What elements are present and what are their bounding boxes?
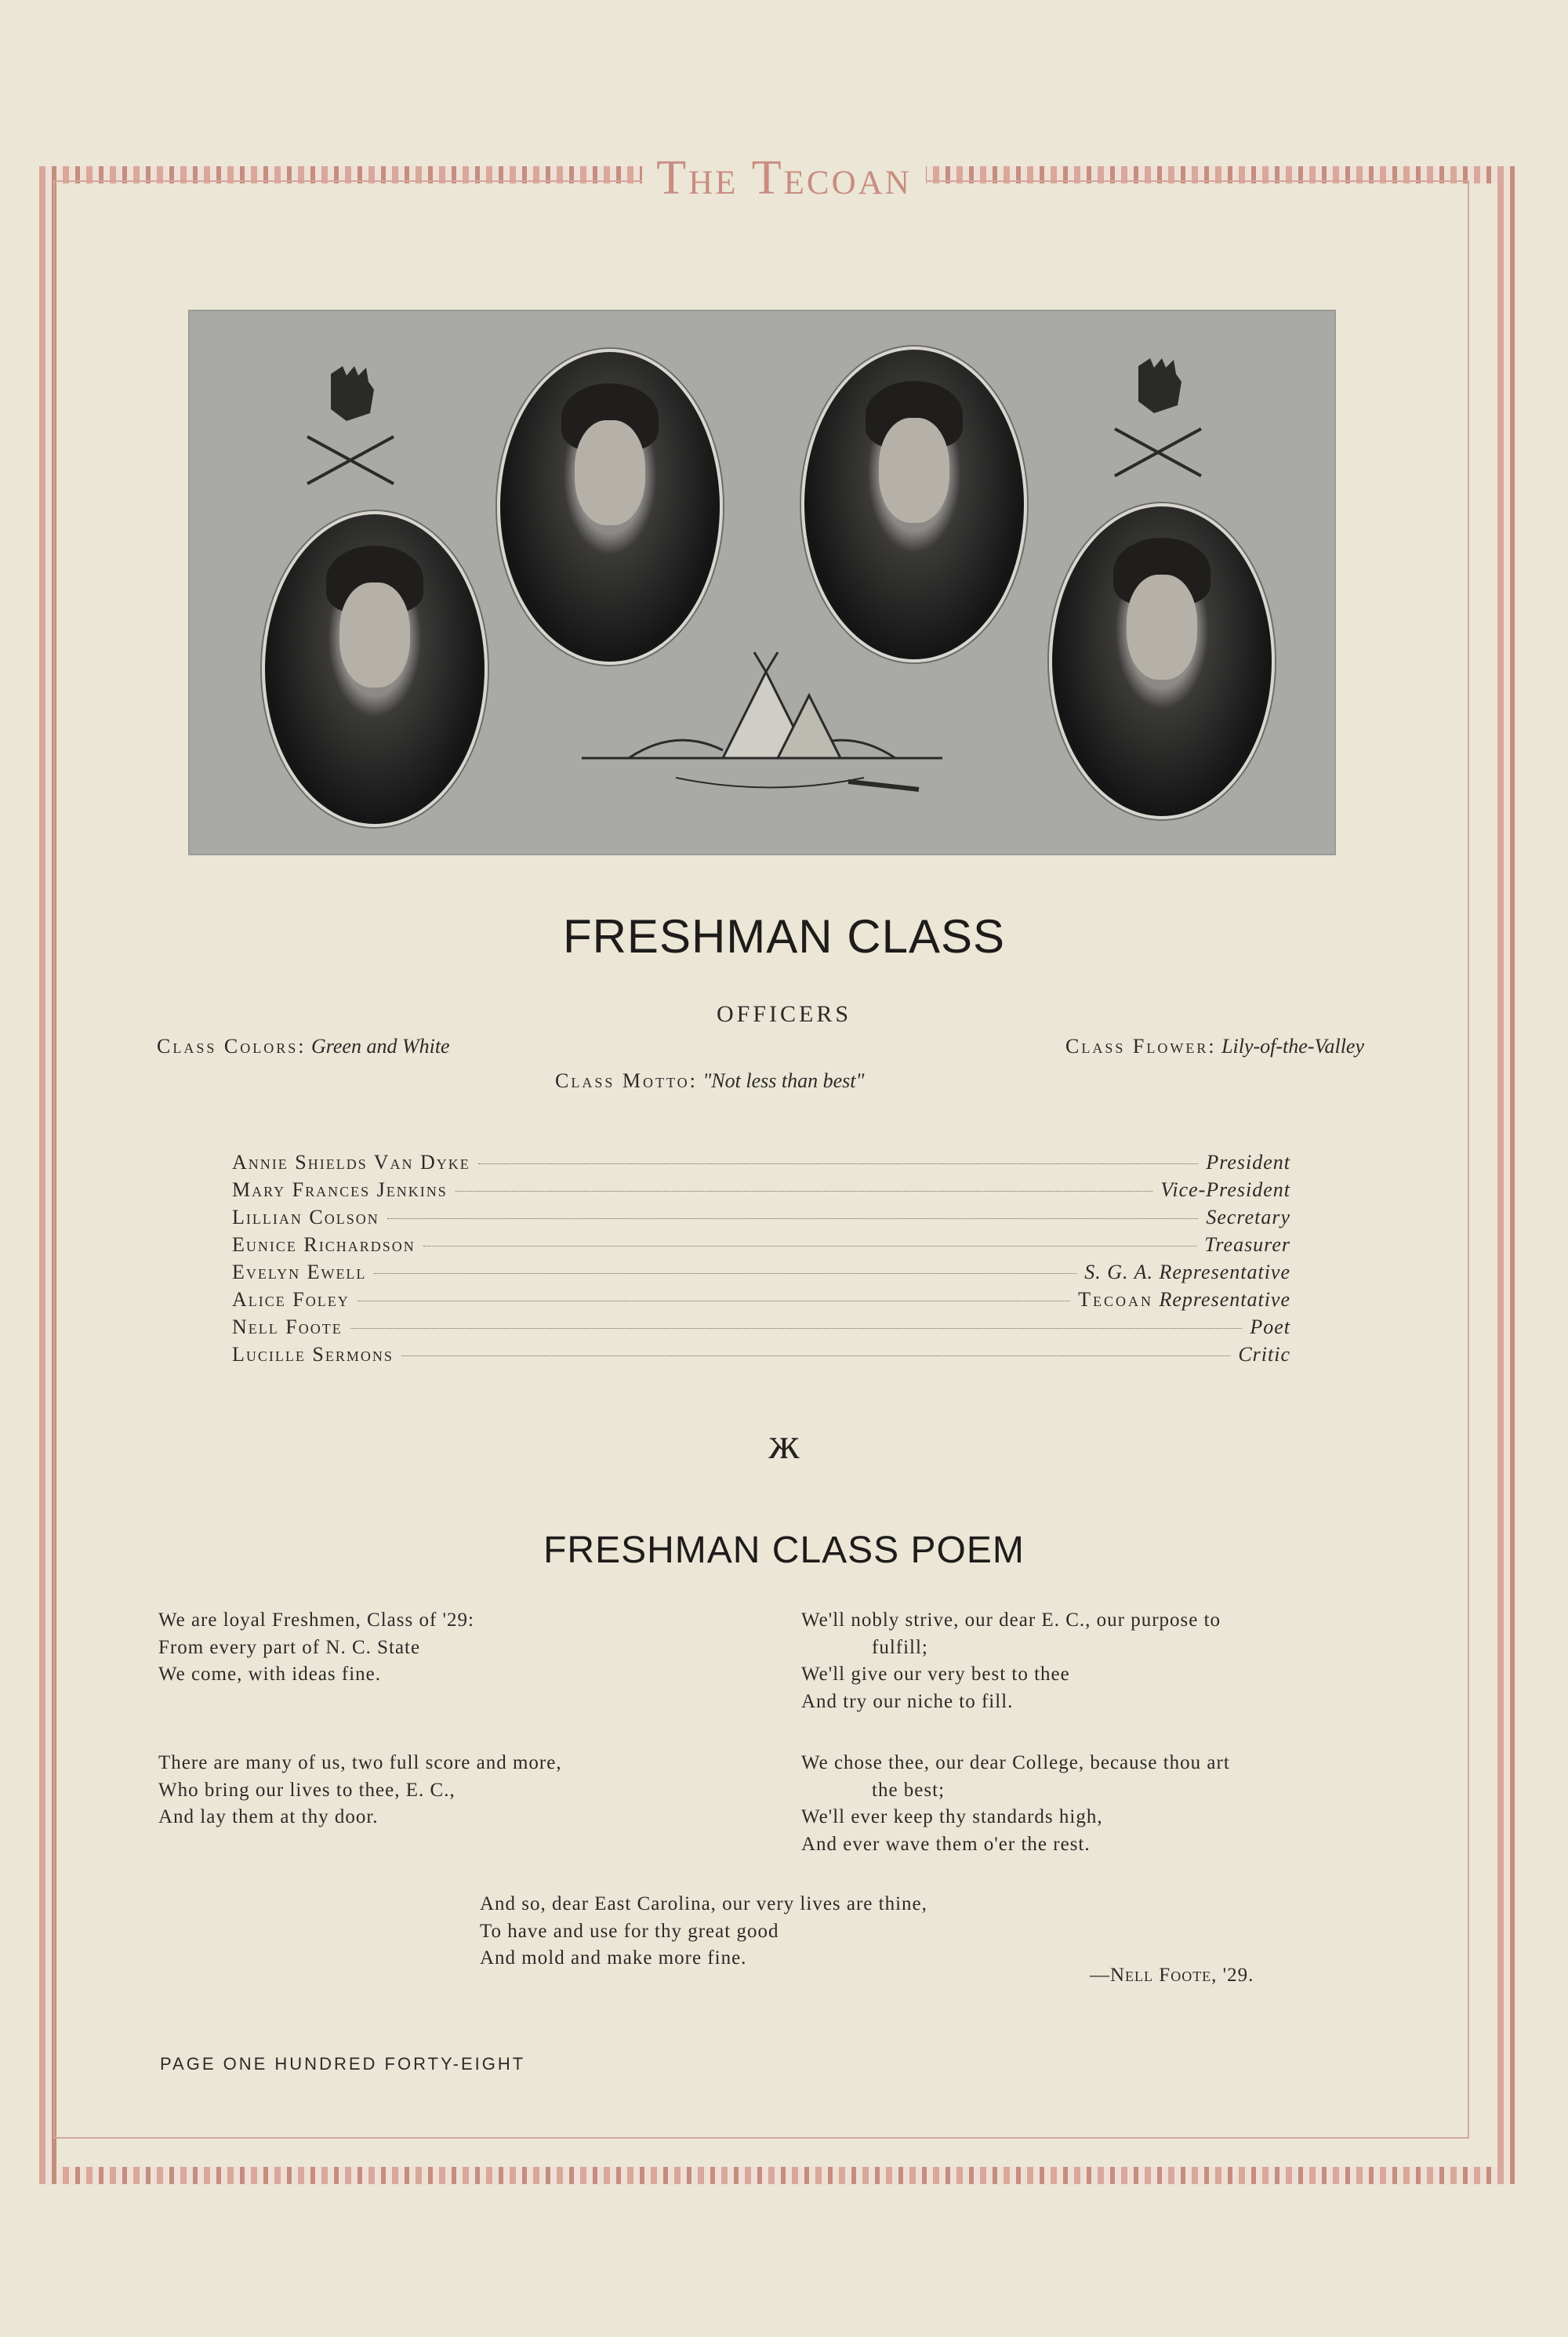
officer-name: Eunice Richardson xyxy=(232,1233,416,1256)
portrait-photo-4 xyxy=(1049,503,1275,819)
officer-row xyxy=(232,1178,1290,1206)
portrait-photo-3 xyxy=(801,347,1027,662)
officer-row xyxy=(232,1206,1290,1233)
officer-name: Alice Foley xyxy=(232,1288,350,1311)
officer-name: Mary Frances Jenkins xyxy=(232,1178,448,1201)
officers-roster xyxy=(232,1151,1290,1370)
poem-stanza-4: We chose thee, our dear College, because thou art the best; We'll ever keep thy standards high, And ever wave them o'er the rest. xyxy=(801,1752,1230,1855)
portrait-photo-2 xyxy=(497,349,723,665)
class-colors-label: Class Colors: xyxy=(157,1035,307,1058)
officer-office: Critic xyxy=(1238,1343,1290,1366)
officer-name: Annie Shields Van Dyke xyxy=(232,1151,470,1174)
class-flower-value: Lily-of-the-Valley xyxy=(1221,1035,1364,1058)
poem-stanza-1: We are loyal Freshmen, Class of '29: From every part of N. C. State We come, with ideas fine. xyxy=(158,1609,474,1685)
officer-photo-panel xyxy=(188,310,1336,855)
class-motto xyxy=(555,1069,864,1093)
ornament-divider-icon: ж xyxy=(768,1420,800,1468)
class-flower xyxy=(1065,1035,1364,1058)
teepee-scene-icon xyxy=(582,640,942,821)
header-title: The Tecoan xyxy=(0,151,1568,206)
officer-name: Lillian Colson xyxy=(232,1206,379,1228)
poem-title: FRESHMAN CLASS POEM xyxy=(543,1530,1025,1571)
class-flower-label: Class Flower: xyxy=(1065,1035,1217,1058)
poem-stanza-5: And so, dear East Carolina, our very lives are thine, To have and use for thy great good And mold and make more fine. xyxy=(480,1893,927,1969)
officer-name: Evelyn Ewell xyxy=(232,1261,367,1283)
officer-office: Tecoan Representative xyxy=(1078,1288,1290,1311)
poem-signature: —Nell Foote, '29. xyxy=(1090,1965,1254,1986)
officer-office: Vice-President xyxy=(1160,1178,1290,1201)
officer-office: Poet xyxy=(1250,1315,1290,1338)
poem-stanza-2: There are many of us, two full score and more, Who bring our lives to thee, E. C., And lay them at thy door. xyxy=(158,1752,562,1827)
officer-office: Treasurer xyxy=(1204,1233,1290,1256)
officer-office: S. G. A. Representative xyxy=(1084,1261,1290,1283)
officer-row xyxy=(232,1288,1290,1315)
officer-office: Secretary xyxy=(1206,1206,1290,1228)
indian-head-crossed-arrows-icon xyxy=(1107,358,1209,484)
officer-office-prefix: Tecoan xyxy=(1078,1288,1153,1311)
officer-name: Lucille Sermons xyxy=(232,1343,394,1366)
officer-office: President xyxy=(1206,1151,1290,1174)
class-title: FRESHMAN CLASS xyxy=(562,910,1006,963)
officer-row xyxy=(232,1233,1290,1261)
officer-name: Nell Foote xyxy=(232,1315,343,1338)
class-colors xyxy=(157,1035,450,1058)
officer-row xyxy=(232,1315,1290,1343)
poem-stanza-3: We'll nobly strive, our dear E. C., our purpose to fulfill; We'll give our very best to thee And try our niche to fill. xyxy=(801,1609,1221,1712)
class-motto-label: Class Motto: xyxy=(555,1069,698,1092)
page-number-label: PAGE ONE HUNDRED FORTY-EIGHT xyxy=(160,2054,526,2074)
officer-row xyxy=(232,1261,1290,1288)
portrait-photo-1 xyxy=(262,511,488,827)
officers-label: OFFICERS xyxy=(716,1001,852,1027)
indian-head-crossed-arrows-icon xyxy=(299,366,401,492)
officer-row xyxy=(232,1151,1290,1178)
officer-row xyxy=(232,1343,1290,1370)
class-motto-value: "Not less than best" xyxy=(702,1069,865,1092)
class-colors-value: Green and White xyxy=(310,1035,450,1058)
